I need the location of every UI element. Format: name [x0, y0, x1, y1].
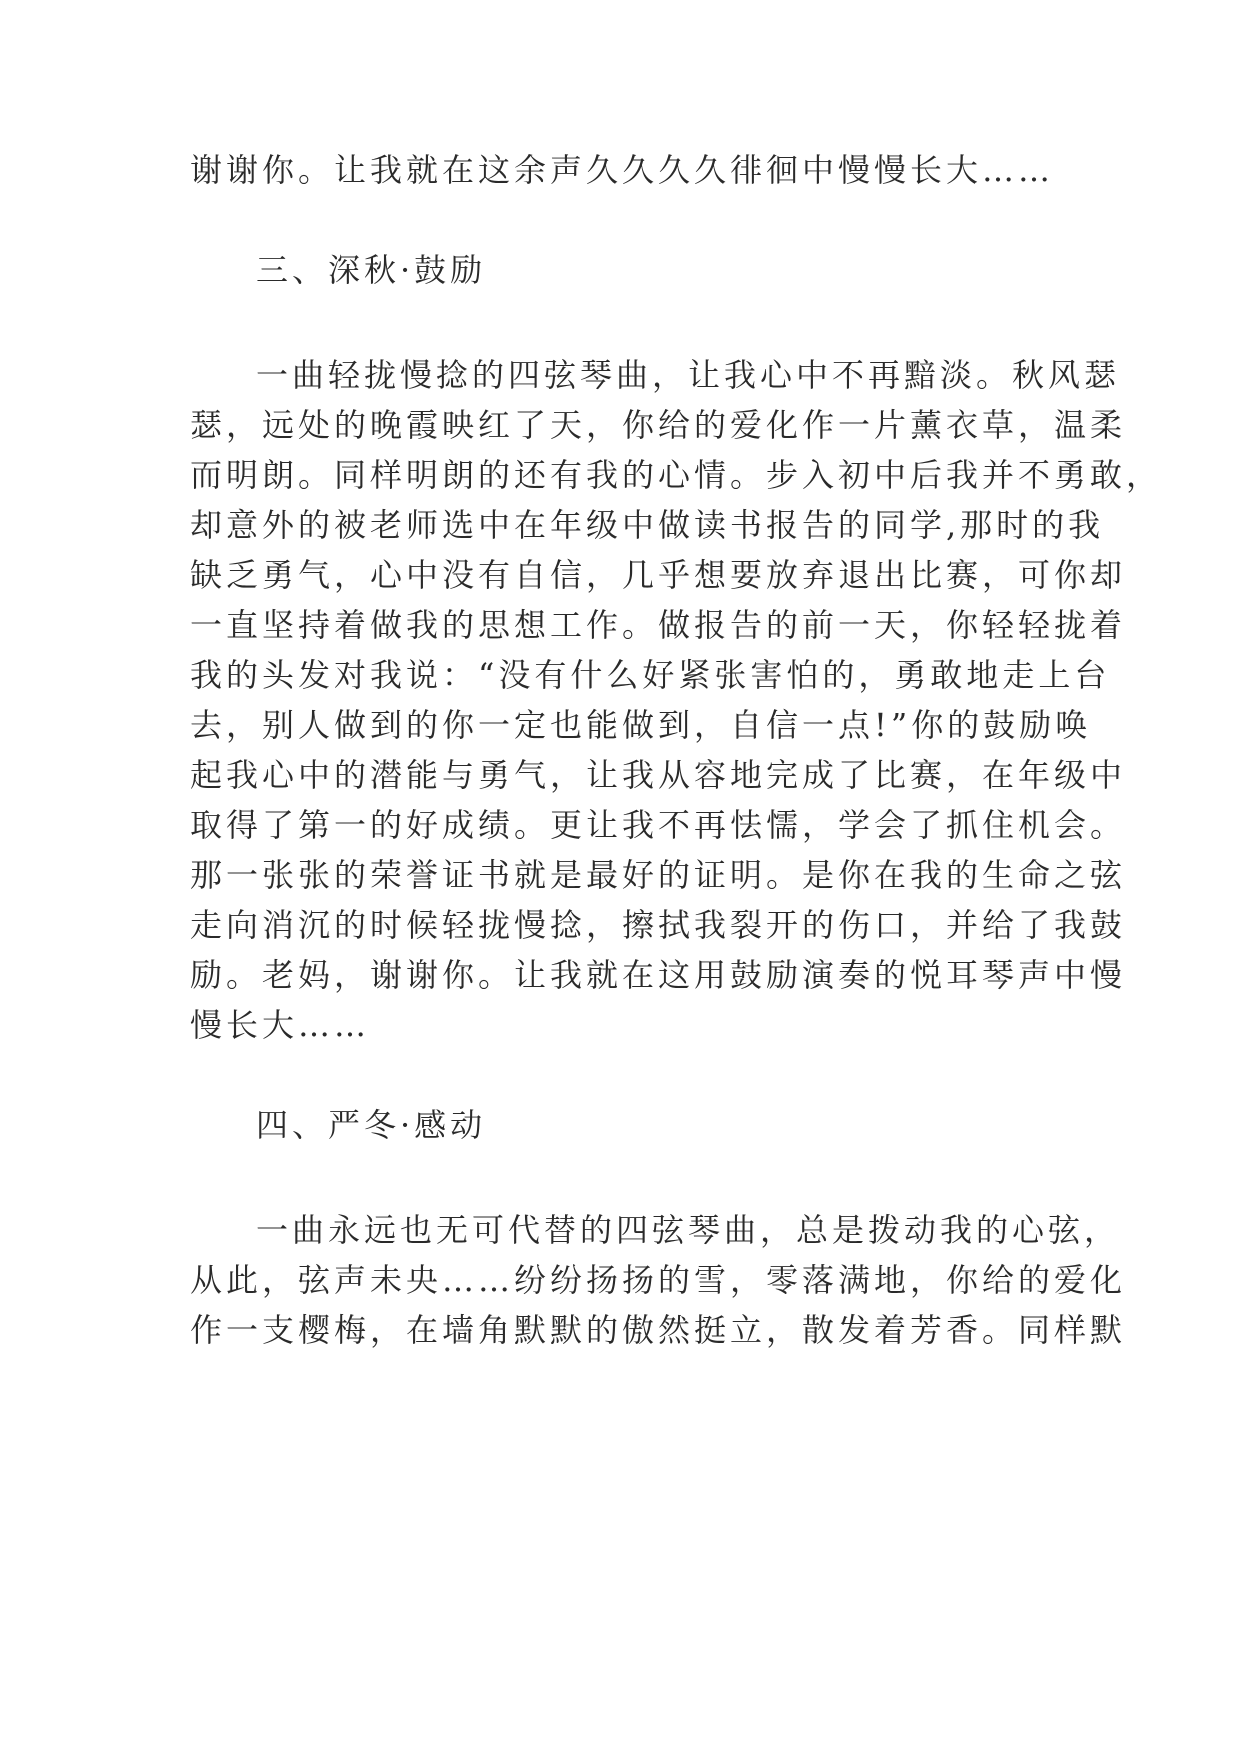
paragraph-line: 一曲永远也无可代替的四弦琴曲，总是拨动我的心弦，: [256, 1211, 1121, 1249]
paragraph-line: 缺乏勇气，心中没有自信，几乎想要放弃退出比赛，可你却: [190, 556, 1127, 594]
paragraph-line: 一曲轻拢慢捻的四弦琴曲，让我心中不再黯淡。秋风瑟: [256, 356, 1121, 394]
paragraph-line: 瑟，远处的晚霞映红了天，你给的爱化作一片薰衣草，温柔: [190, 406, 1127, 444]
paragraph-line: 慢长大……: [190, 1006, 371, 1044]
paragraph-line: 走向消沉的时候轻拢慢捻，擦拭我裂开的伤口，并给了我鼓: [190, 906, 1127, 944]
section-heading: 三、深秋·鼓励: [256, 251, 487, 289]
paragraph-line: 却意外的被老师选中在年级中做读书报告的同学,那时的我: [190, 506, 1105, 544]
paragraph-line: 去，别人做到的你一定也能做到，自信一点!”你的鼓励唤: [190, 706, 1092, 744]
paragraph-line: 谢谢你。让我就在这余声久久久久徘徊中慢慢长大……: [190, 151, 1055, 189]
paragraph-line: 取得了第一的好成绩。更让我不再怯懦，学会了抓住机会。: [190, 806, 1127, 844]
section-heading: 四、严冬·感动: [256, 1106, 487, 1144]
paragraph-line: 那一张张的荣誉证书就是最好的证明。是你在我的生命之弦: [190, 856, 1127, 894]
paragraph-line: 从此，弦声未央……纷纷扬扬的雪，零落满地，你给的爱化: [190, 1261, 1127, 1299]
paragraph-line: 作一支樱梅，在墙角默默的傲然挺立，散发着芳香。同样默: [190, 1311, 1127, 1349]
paragraph-line: 我的头发对我说：“没有什么好紧张害怕的，勇敢地走上台: [190, 656, 1111, 694]
paragraph-line: 而明朗。同样明朗的还有我的心情。步入初中后我并不勇敢，: [190, 456, 1163, 494]
paragraph-line: 励。老妈，谢谢你。让我就在这用鼓励演奏的悦耳琴声中慢: [190, 956, 1127, 994]
paragraph-line: 起我心中的潜能与勇气，让我从容地完成了比赛，在年级中: [190, 756, 1127, 794]
paragraph-line: 一直坚持着做我的思想工作。做报告的前一天，你轻轻拢着: [190, 606, 1127, 644]
